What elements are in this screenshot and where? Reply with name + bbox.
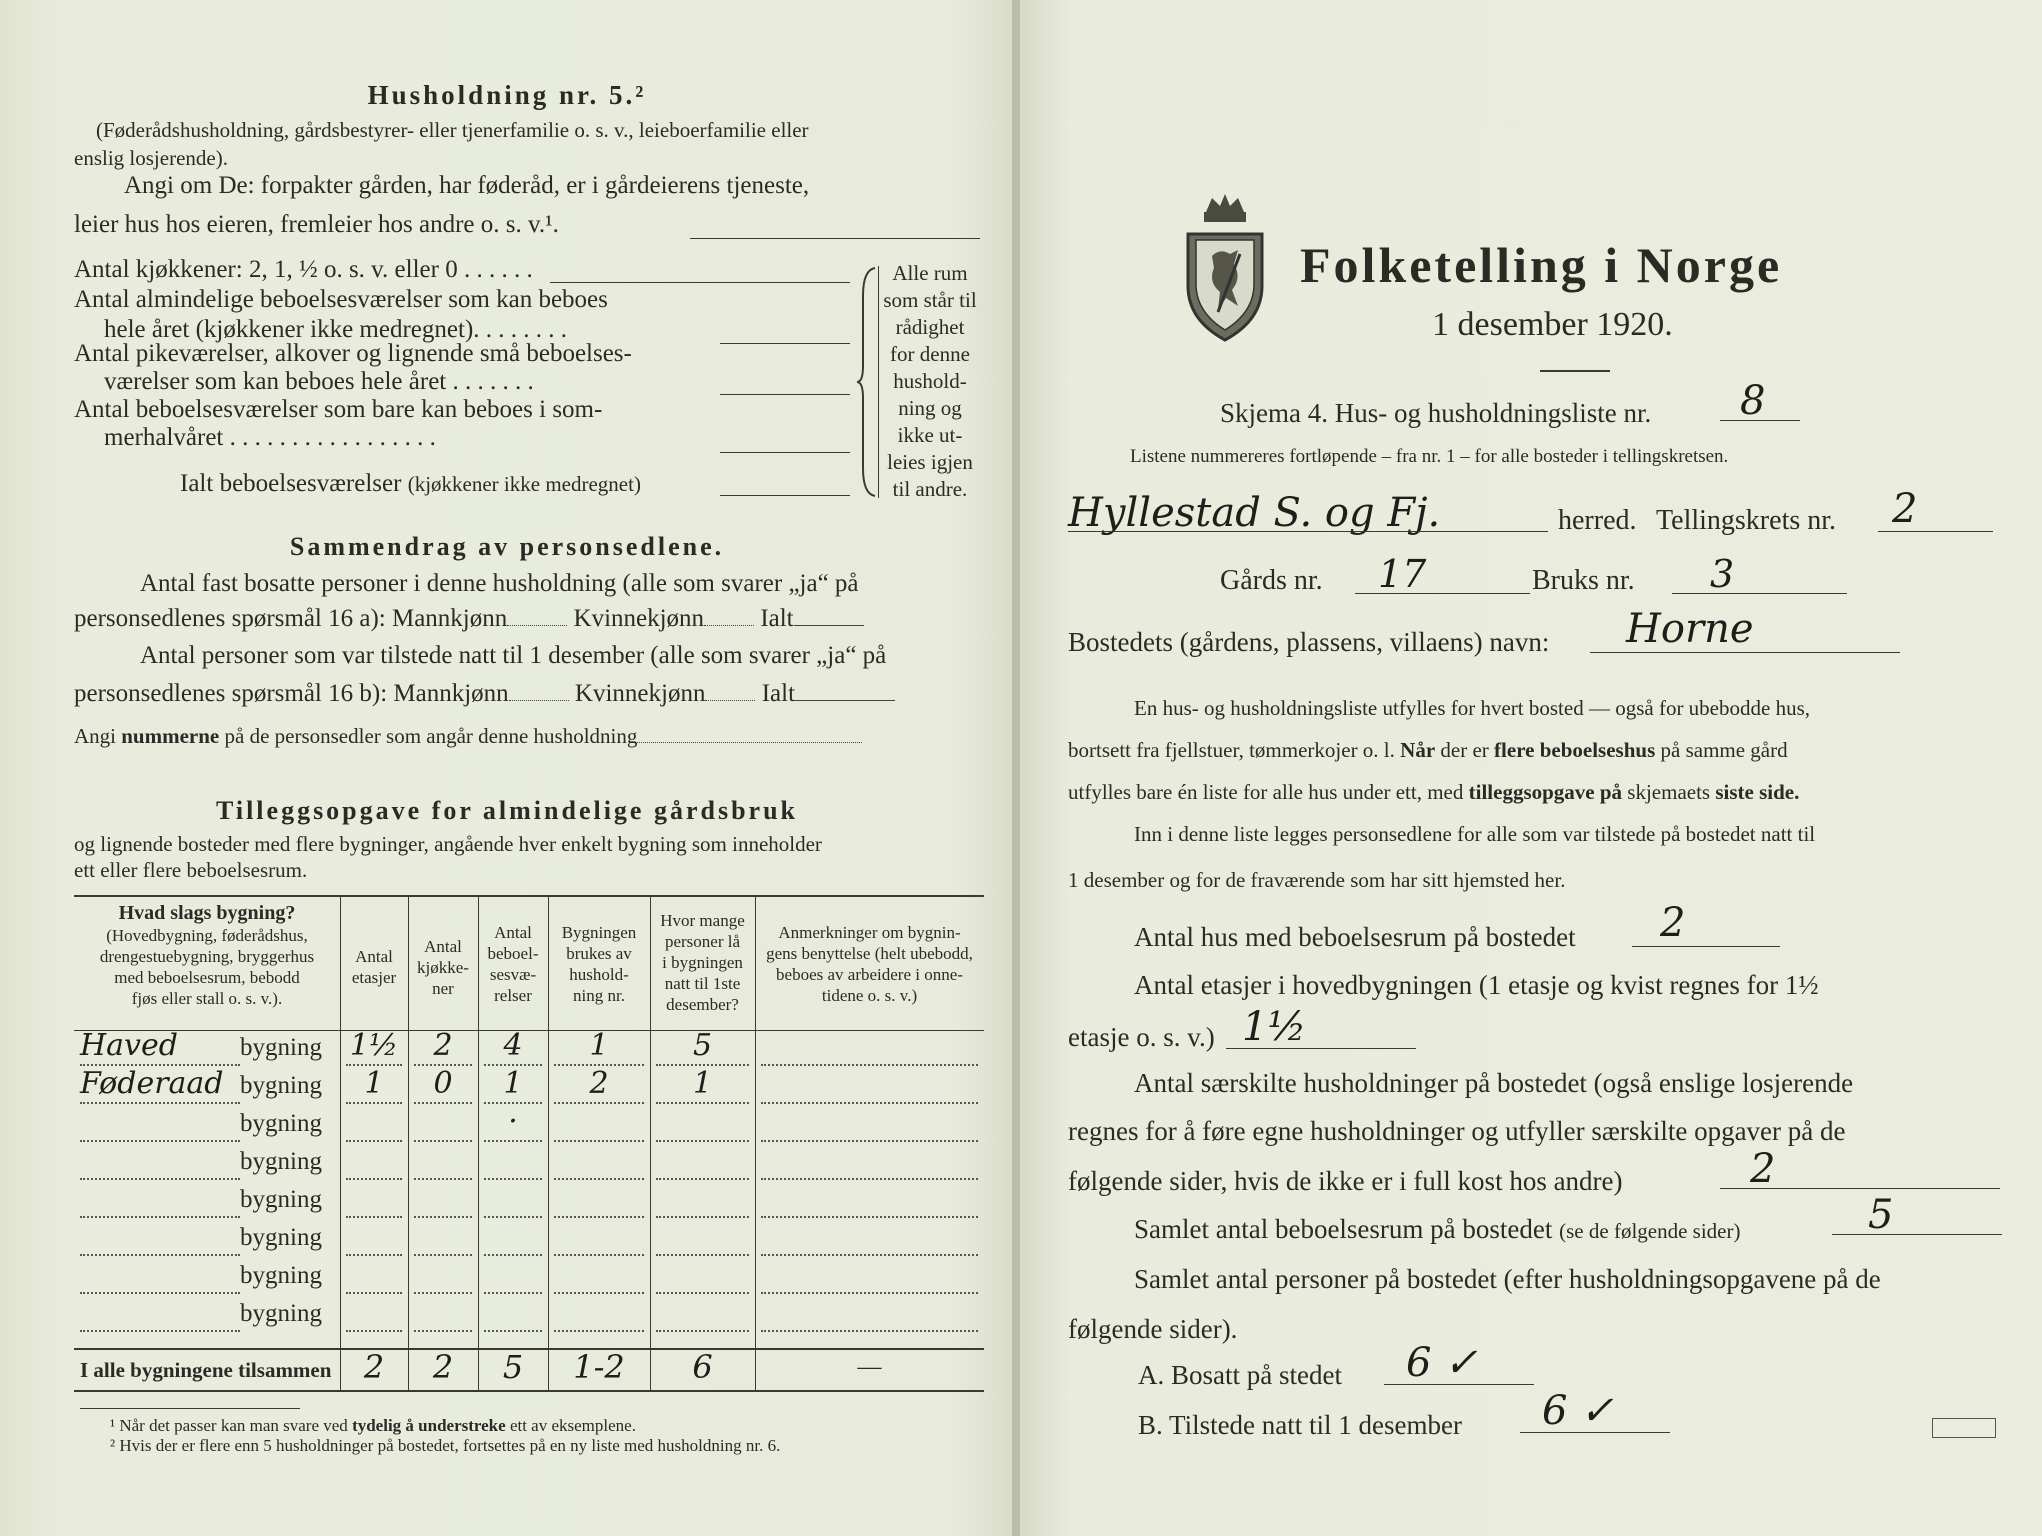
household-subtitle-1: (Føderådshusholdning, gårdsbestyrer- eller tjenerfamilie o. s. v., leieboerfamilie eller	[96, 118, 809, 142]
household-subtitle-2: enslig losjerende).	[74, 146, 228, 170]
info-line-3	[1068, 780, 1799, 805]
total-rooms-value: 5	[1868, 1192, 1894, 1238]
municipality-value: Hyllestad S. og Fj.	[1068, 490, 1441, 536]
col-building-type-header	[74, 902, 340, 1009]
rooms-label-1: Antal almindelige beboelsesværelser som kan beboes	[74, 286, 608, 313]
brace-note-line: rådighet	[895, 315, 965, 339]
brace-note-line: til andre.	[892, 477, 968, 501]
table-cell-kjokken: 2	[433, 1028, 453, 1063]
printer-stamp	[1932, 1418, 1996, 1438]
total-row-label: I alle bygningene tilsammen	[80, 1358, 332, 1382]
building-row-label: bygning	[240, 1262, 322, 1289]
col-rooms-line: relser	[494, 986, 532, 1005]
col-building-type-sub: fjøs eller stall o. s. v.).	[131, 989, 283, 1008]
table-cell-hush: 2	[589, 1066, 609, 1101]
col-persons-line: Hvor mange	[660, 911, 745, 930]
total-persons: 6	[692, 1348, 713, 1386]
left-page	[0, 0, 1014, 1536]
building-row-label: bygning	[240, 1224, 322, 1251]
occupancy-question-2: leier hus hos eieren, fremleier hos andre o. s. v.¹.	[74, 211, 559, 238]
col-remarks-line: beboes av arbeidere i onne-	[776, 965, 963, 984]
building-row-label: bygning	[240, 1110, 322, 1137]
table-cell-etasjer: 1	[364, 1066, 384, 1101]
total-households: 1-2	[573, 1348, 625, 1386]
form-date: 1 desember 1920.	[1432, 306, 1673, 343]
table-cell-kjokken: 0	[433, 1066, 453, 1101]
table-cell-vaerelser: ·	[508, 1104, 518, 1139]
col-persons-line: desember?	[666, 995, 739, 1014]
info-line-1: En hus- og husholdningsliste utfylles for hvert bosted — også for ubebodde hus,	[1134, 696, 1810, 720]
small-rooms-label-1: Antal pikeværelser, alkover og lignende små beboelses-	[74, 340, 632, 367]
total-rooms-q-note: (se de følgende sider)	[1559, 1219, 1741, 1243]
table-cell-hush: 1	[589, 1028, 609, 1063]
col-building-type-sub: (Hovedbygning, føderådshus,	[106, 926, 308, 945]
col-remarks-line: tidene o. s. v.)	[821, 986, 918, 1005]
brace-note-line: leies igjen	[887, 450, 973, 474]
info-3-bold-1: tilleggsopgave på	[1468, 780, 1623, 804]
col-floors-line: Antal	[355, 947, 393, 966]
numbering-note: Listene nummereres fortløpende – fra nr. 1 – for alle bosteder i tellingskretsen.	[1130, 446, 1729, 467]
col-household-header	[548, 922, 650, 1006]
brace-note-line: hushold-	[893, 369, 967, 393]
present-total-label: Ialt	[761, 680, 796, 707]
footnote-1-bold: tydelig å understreke	[352, 1416, 506, 1435]
footnote-2: ² Hvis der er flere enn 5 husholdninger på bostedet, fortsettes på en ny liste med husholdning nr. 6.	[110, 1436, 781, 1455]
schema-label: Skjema 4. Hus- og husholdningsliste nr.	[1220, 398, 1652, 428]
info-line-2	[1068, 738, 1788, 763]
col-floors-header	[340, 946, 408, 988]
houses-value: 2	[1660, 900, 1686, 946]
brace-note-line: ning og	[898, 396, 962, 420]
col-persons-header	[650, 910, 755, 1015]
total-remarks: —	[857, 1354, 882, 1380]
brace-note	[880, 260, 980, 503]
table-cell-personer: 1	[692, 1066, 713, 1101]
present-question-2	[74, 680, 895, 708]
col-rooms-line: Antal	[494, 923, 532, 942]
person-numbers-post: på de personsedler som angår denne husholdning	[219, 724, 638, 748]
municipality-label: herred.	[1558, 505, 1637, 536]
supplement-text-2: ett eller flere beboelsesrum.	[74, 858, 308, 882]
summer-rooms-label-1: Antal beboelsesværelser som bare kan beboes i som-	[74, 396, 603, 423]
col-household-line: brukes av	[566, 944, 632, 963]
present-male-label: personsedlenes spørsmål 16 b): Mannkjønn	[74, 680, 509, 707]
col-persons-line: i bygningen	[662, 953, 743, 972]
total-rooms: 5	[502, 1348, 524, 1386]
footnote-1-post: ett av eksemplene.	[505, 1416, 636, 1435]
col-household-line: hushold-	[569, 965, 629, 984]
resident-female-label: Kvinnekjønn	[573, 605, 705, 632]
table-cell-personer: 5	[692, 1028, 713, 1063]
rooms-label-2: hele året (kjøkkener ikke medregnet). . . . . . . .	[104, 316, 568, 343]
col-household-line: ning nr.	[573, 986, 625, 1005]
farm-number: 17	[1378, 552, 1427, 596]
summer-rooms-label-2: merhalvåret . . . . . . . . . . . . . . . . .	[104, 424, 436, 451]
col-building-type-title: Hvad slags bygning?	[118, 902, 296, 924]
building-row-label: bygning	[240, 1186, 322, 1213]
brace-note-line: Alle rum	[892, 261, 968, 285]
col-kitchens-header	[408, 936, 478, 999]
schema-number: 8	[1740, 378, 1766, 424]
floors-value: 1½	[1242, 1004, 1307, 1050]
use-number: 3	[1710, 552, 1735, 596]
district-number: 2	[1892, 486, 1918, 532]
use-number-label: Bruks nr.	[1532, 565, 1635, 596]
district-label: Tellingskrets nr.	[1656, 505, 1837, 536]
total-rooms-question	[1134, 1214, 1740, 1245]
total-persons-label-1: Samlet antal personer på bostedet (efter husholdningsopgavene på de	[1134, 1264, 1881, 1294]
table-cell-vaerelser: 4	[503, 1028, 523, 1063]
col-rooms-line: beboel-	[487, 944, 539, 963]
table-cell-etasjer: 1½	[349, 1028, 399, 1063]
households-label-1: Antal særskilte husholdninger på bostedet (også enslige losjerende	[1134, 1068, 1854, 1098]
total-kitchens: 2	[432, 1348, 454, 1386]
right-page	[1020, 0, 2042, 1536]
col-remarks-line: Anmerkninger om bygnin-	[778, 923, 961, 942]
resident-total-label: Ialt	[760, 605, 794, 632]
footnote-1-pre: ¹ Når det passer kan man svare ved	[110, 1416, 353, 1435]
col-rooms-line: sesvæ-	[489, 965, 537, 984]
col-building-type-sub: drengestuebygning, bryggerhus	[99, 947, 315, 966]
col-persons-line: personer lå	[664, 932, 741, 951]
households-label-3: følgende sider, hvis de ikke er i full kost hos andre)	[1068, 1166, 1623, 1196]
total-floors: 2	[363, 1348, 385, 1386]
building-name: Haved	[80, 1028, 178, 1063]
resident-question-1: Antal fast bosatte personer i denne husholdning (alle som svarer „ja“ på	[140, 570, 859, 597]
col-kitchens-line: Antal	[424, 937, 462, 956]
person-numbers-pre: Angi	[74, 724, 122, 748]
occupancy-question-1: Angi om De: forpakter gården, har føderåd, er i gårdeierens tjeneste,	[124, 172, 810, 199]
resident-question-2	[74, 605, 864, 633]
col-building-type-sub: med beboelsesrum, bebodd	[114, 968, 300, 987]
info-2-mid: der er	[1435, 738, 1495, 762]
household-title: Husholdning nr. 5.²	[367, 80, 647, 110]
col-remarks-header	[755, 922, 984, 1006]
total-rooms-q-text: Samlet antal beboelsesrum på bostedet	[1134, 1214, 1553, 1244]
coat-of-arms-icon	[1182, 194, 1268, 344]
supplement-text-1: og lignende bosteder med flere bygninger, angående hver enkelt bygning som inneholder	[74, 832, 822, 856]
footnote-1	[110, 1416, 636, 1436]
brace-note-line: som står til	[883, 288, 977, 312]
brace-note-line: for denne	[890, 342, 970, 366]
supplement-title: Tilleggsopgave for almindelige gårdsbruk	[215, 796, 799, 825]
present-value: 6 ✓	[1542, 1388, 1614, 1434]
col-persons-line: natt til 1ste	[664, 974, 741, 993]
present-question-1: Antal personer som var tilstede natt til 1 desember (alle som svarer „ja“ på	[140, 642, 887, 669]
table-cell-vaerelser: 1	[503, 1066, 523, 1101]
summary-title: Sammendrag av personsedlene.	[289, 532, 725, 561]
total-persons-label-2: følgende sider).	[1068, 1314, 1238, 1344]
resident-value: 6 ✓	[1406, 1340, 1478, 1386]
building-name: Føderaad	[80, 1066, 224, 1101]
form-title: Folketelling i Norge	[1300, 237, 1783, 293]
resident-male-label: personsedlenes spørsmål 16 a): Mannkjønn	[74, 605, 508, 632]
kitchens-label: Antal kjøkkener: 2, 1, ½ o. s. v. eller 0 . . . . . .	[74, 256, 533, 283]
building-row-label: bygning	[240, 1034, 322, 1061]
present-label: B. Tilstede natt til 1 desember	[1138, 1410, 1462, 1440]
info-2-bold-1: Når	[1400, 738, 1436, 762]
total-rooms-label	[180, 470, 641, 498]
info-line-5: 1 desember og for de fraværende som har sitt hjemsted her.	[1068, 868, 1566, 892]
brace-icon	[855, 266, 879, 498]
col-rooms-header	[478, 922, 548, 1006]
building-row-label: bygning	[240, 1072, 322, 1099]
info-line-4: Inn i denne liste legges personsedlene for alle som var tilstede på bostedet natt til	[1134, 822, 1816, 846]
floors-label-2: etasje o. s. v.)	[1068, 1022, 1215, 1052]
total-rooms-text: Ialt beboelsesværelser	[180, 470, 402, 497]
col-remarks-line: gens benyttelse (helt ubebodd,	[766, 944, 973, 963]
col-kitchens-line: kjøkke-	[417, 958, 469, 977]
info-3-bold-2: siste side.	[1715, 780, 1800, 804]
info-2-pre: bortsett fra fjellstuer, tømmerkojer o. l.	[1068, 738, 1401, 762]
brace-note-line: ikke ut-	[897, 423, 963, 447]
place-name-value: Horne	[1626, 606, 1754, 652]
info-2-bold-2: flere beboelseshus	[1494, 738, 1656, 762]
households-value: 2	[1750, 1146, 1776, 1192]
person-numbers-label	[74, 724, 862, 749]
households-label-2: regnes for å føre egne husholdninger og utfyller særskilte opgaver på de	[1068, 1116, 1846, 1146]
info-3-pre: utfylles bare én liste for alle hus under ett, med	[1068, 780, 1469, 804]
building-row-label: bygning	[240, 1300, 322, 1327]
person-numbers-bold: nummerne	[121, 724, 220, 748]
info-2-post: på samme gård	[1655, 738, 1788, 762]
farm-number-label: Gårds nr.	[1220, 565, 1323, 596]
total-rooms-note: (kjøkkener ikke medregnet)	[407, 472, 641, 496]
info-3-mid: skjemaets	[1622, 780, 1716, 804]
col-kitchens-line: ner	[432, 979, 454, 998]
place-name-label: Bostedets (gårdens, plassens, villaens) navn:	[1068, 627, 1550, 657]
floors-label-1: Antal etasjer i hovedbygningen (1 etasje og kvist regnes for 1½	[1134, 970, 1819, 1000]
resident-label: A. Bosatt på stedet	[1138, 1360, 1342, 1390]
col-household-line: Bygningen	[561, 923, 637, 942]
building-row-label: bygning	[240, 1148, 322, 1175]
small-rooms-label-2: værelser som kan beboes hele året . . . . . . .	[104, 368, 534, 395]
present-female-label: Kvinnekjønn	[574, 680, 706, 707]
houses-label: Antal hus med beboelsesrum på bostedet	[1134, 922, 1576, 952]
col-floors-line: etasjer	[351, 968, 397, 987]
